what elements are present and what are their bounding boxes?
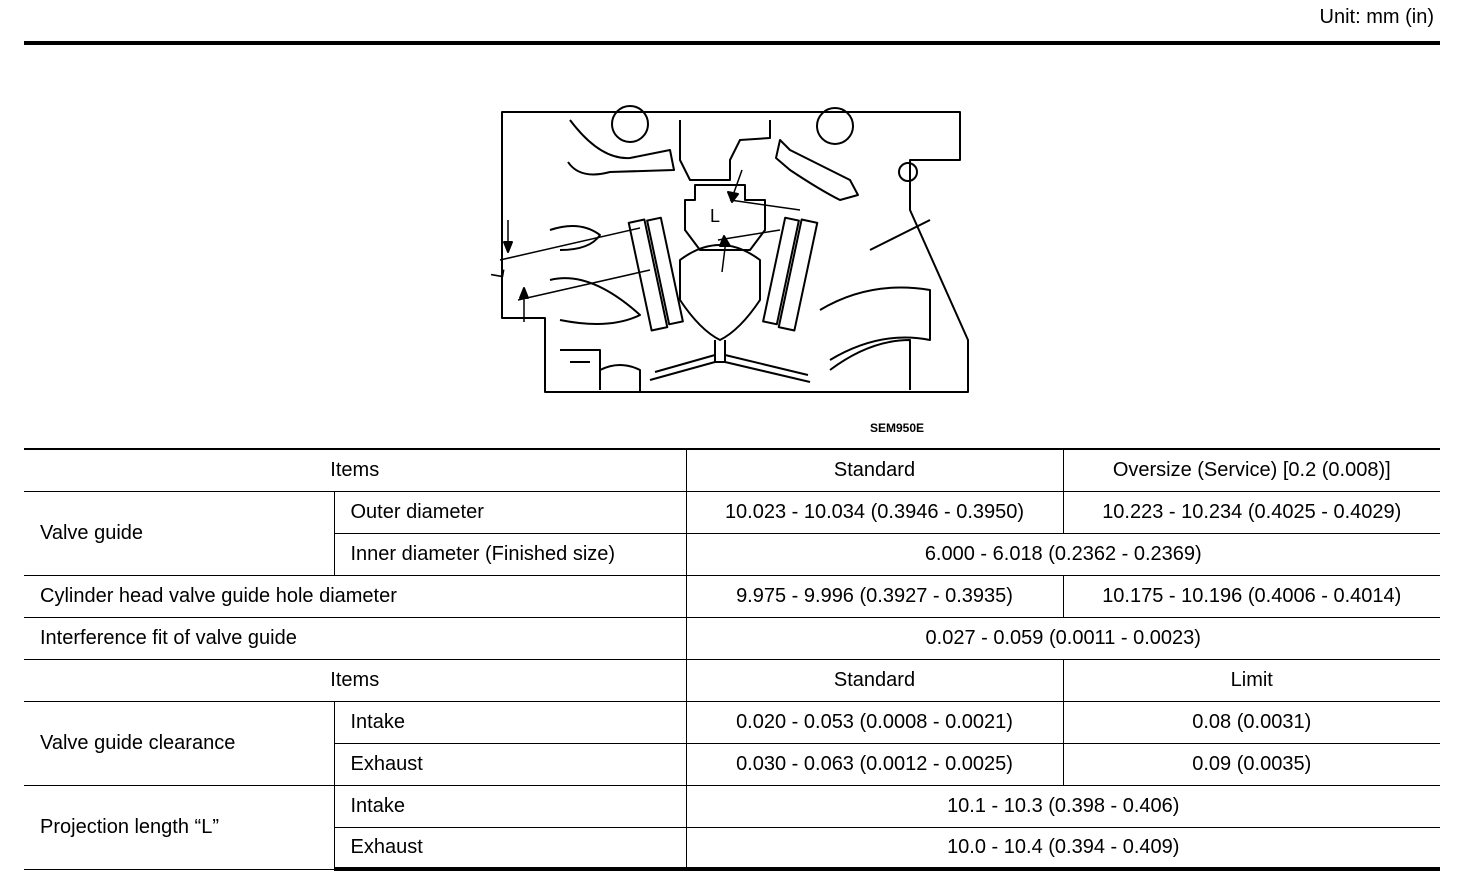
clearance-label: Valve guide clearance [24,701,334,785]
projection-intake-label: Intake [334,785,686,827]
inner-diameter-label: Inner diameter (Finished size) [334,533,686,575]
projection-exhaust-value: 10.0 - 10.4 (0.394 - 0.409) [686,827,1440,869]
hole-diameter-oversize: 10.175 - 10.196 (0.4006 - 0.4014) [1063,575,1440,617]
table-header-row [24,449,1440,491]
projection-intake-value: 10.1 - 10.3 (0.398 - 0.406) [686,785,1440,827]
hole-diameter-standard: 9.975 - 9.996 (0.3927 - 0.3935) [686,575,1063,617]
inner-diameter-value: 6.000 - 6.018 (0.2362 - 0.2369) [686,533,1440,575]
table-header-row [24,659,1440,701]
header-standard-2: Standard [686,659,1063,701]
table-row [24,617,1440,659]
header-items: Items [24,449,686,491]
header-standard: Standard [686,449,1063,491]
header-limit: Limit [1063,659,1440,701]
clearance-intake-label: Intake [334,701,686,743]
unit-label: Unit: mm (in) [1319,6,1434,28]
dimension-label-center: L [710,206,721,226]
projection-exhaust-label: Exhaust [334,827,686,869]
clearance-exhaust-standard: 0.030 - 0.063 (0.0012 - 0.0025) [686,743,1063,785]
outer-diameter-standard: 10.023 - 10.034 (0.3946 - 0.3950) [686,491,1063,533]
interference-fit-label: Interference fit of valve guide [24,617,686,659]
header-items-2: Items [24,659,686,701]
clearance-intake-standard: 0.020 - 0.053 (0.0008 - 0.0021) [686,701,1063,743]
table-row [24,575,1440,617]
header-oversize: Oversize (Service) [0.2 (0.008)] [1063,449,1440,491]
cylinder-head-diagram [487,100,980,405]
outer-diameter-oversize: 10.223 - 10.234 (0.4025 - 0.4029) [1063,491,1440,533]
dimension-label-left: L [487,266,509,280]
clearance-exhaust-label: Exhaust [334,743,686,785]
table-row [24,491,1440,533]
projection-label: Projection length “L” [24,785,334,869]
clearance-intake-limit: 0.08 (0.0031) [1063,701,1440,743]
figure-code: SEM950E [870,421,925,435]
interference-fit-value: 0.027 - 0.059 (0.0011 - 0.0023) [686,617,1440,659]
header-rule [24,41,1440,45]
spec-table [24,448,1440,871]
clearance-exhaust-limit: 0.09 (0.0035) [1063,743,1440,785]
outer-diameter-label: Outer diameter [334,491,686,533]
table-row [24,785,1440,827]
valve-guide-label: Valve guide [24,491,334,575]
table-row [24,701,1440,743]
hole-diameter-label: Cylinder head valve guide hole diameter [24,575,686,617]
